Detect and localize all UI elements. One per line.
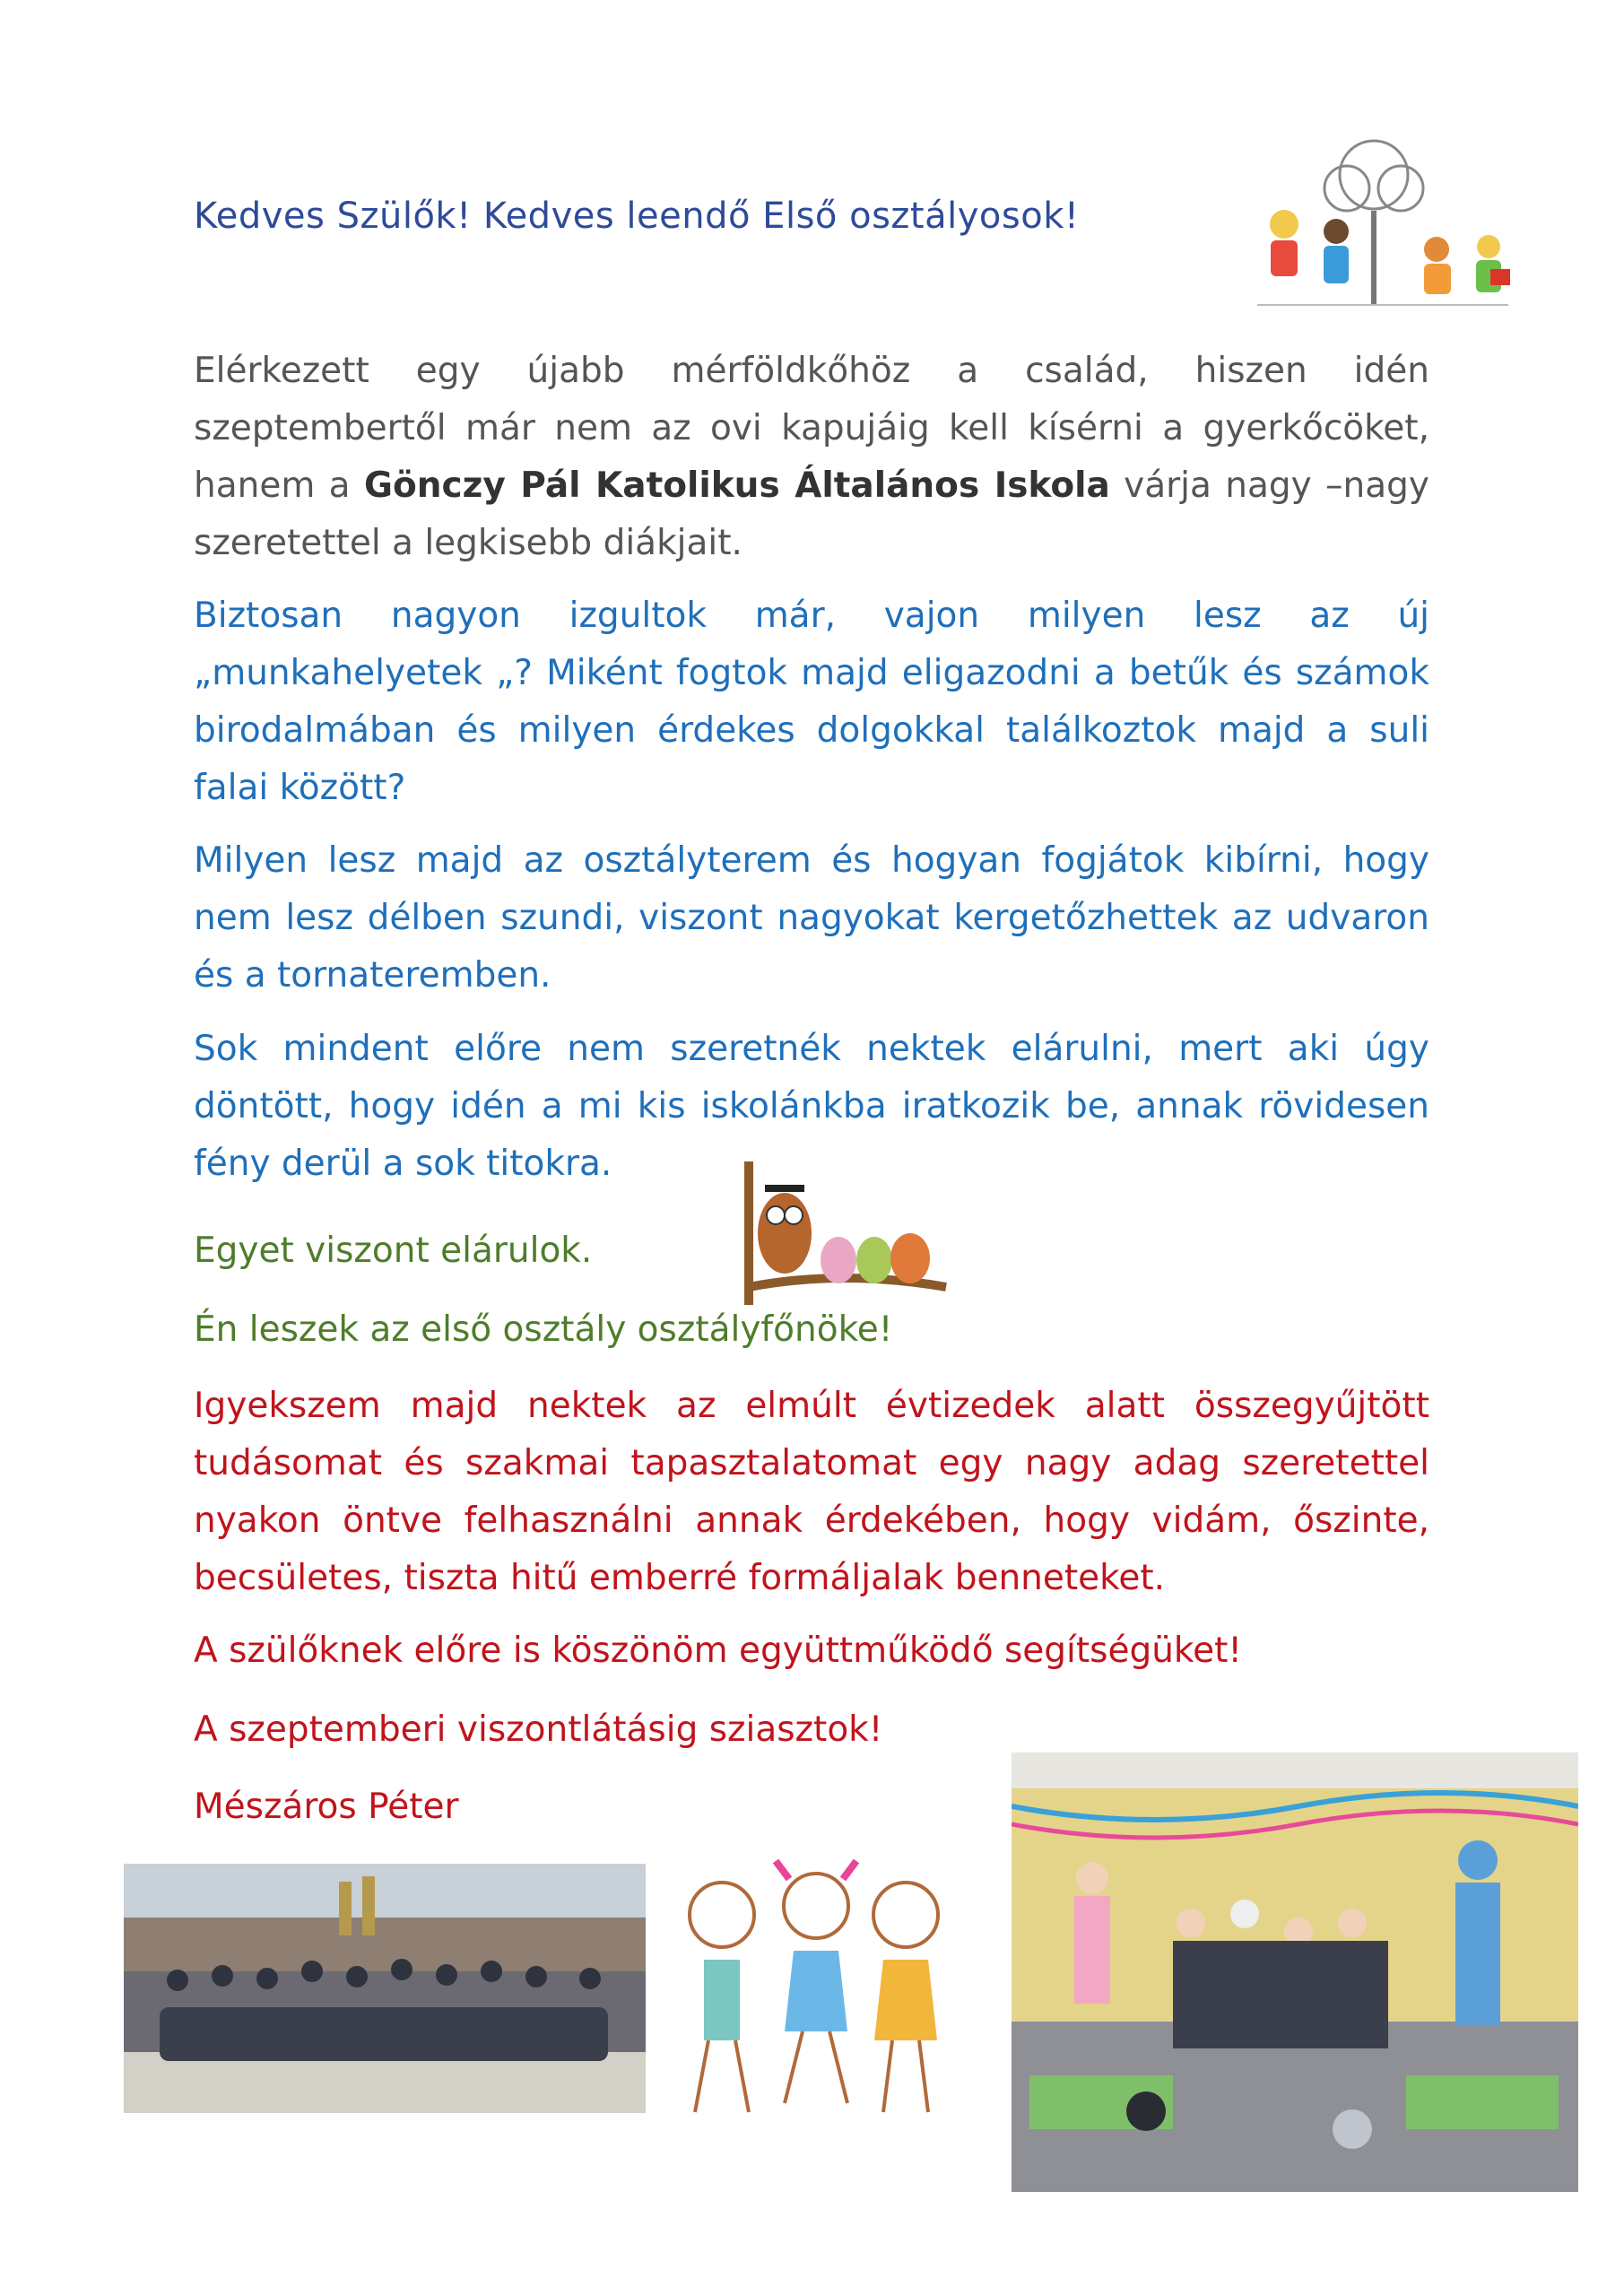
teacher-announcement: Én leszek az első osztály osztályfőnöke! bbox=[194, 1309, 893, 1350]
school-name: Gönczy Pál Katolikus Általános Iskola bbox=[363, 465, 1110, 506]
owls-on-branch-drawing bbox=[731, 1152, 955, 1314]
class-photo-costume bbox=[1012, 1752, 1578, 2192]
question-paragraph: Biztosan nagyon izgultok már, vajon milyen lesz az új „munkahelyetek „? Miként fogtok majd eligazodni a betűk és számok birodalmában és milyen érdekes dolgokkal találkoztok majd a suli falai között? bbox=[194, 596, 1429, 808]
greeting-title: Kedves Szülők! Kedves leendő Első osztályosok! bbox=[194, 196, 1080, 237]
three-kids-drawing bbox=[668, 1843, 964, 2139]
classroom-paragraph: Milyen lesz majd az osztályterem és hogyan fogjátok kibírni, hogy nem lesz délben szundi, viszont nagyokat kergetőzhettek az udvaron és a tornateremben. bbox=[194, 840, 1429, 996]
intro-paragraph: Elérkezett egy újabb mérföldkőhöz a család, hiszen idén szeptembertől már nem az ovi kapujáig kell kísérni a gyerkőcöket, hanem a Gönczy Pál Katolikus Általános Iskola várja nagy –nagy szeretettel a legkisebb diákjait. bbox=[194, 351, 1430, 563]
farewell-line: A szeptemberi viszontlátásig sziasztok! bbox=[194, 1709, 883, 1750]
promise-paragraph: Igyekszem majd nektek az elmúlt évtizedek alatt összegyűjtött tudásomat és szakmai tapasztalatomat egy nagy adag szeretettel nyakon öntve felhasználni annak érdekében, hogy vidám, őszinte, becsületes, tiszta hitű emberré formáljalak benneteket. bbox=[194, 1386, 1429, 1598]
class-photo-outdoor bbox=[124, 1864, 646, 2113]
signature: Mészáros Péter bbox=[194, 1787, 459, 1827]
secrets-paragraph: Sok mindent előre nem szeretnék nektek elárulni, mert aki úgy döntött, hogy idén a mi kis iskolánkba iratkozik be, annak rövidesen fény derül a sok titokra. bbox=[194, 1029, 1429, 1184]
thanks-line: A szülőknek előre is köszönöm együttműködő segítségüket! bbox=[194, 1631, 1243, 1671]
children-tree-drawing bbox=[1230, 135, 1526, 314]
reveal-line: Egyet viszont elárulok. bbox=[194, 1231, 593, 1271]
